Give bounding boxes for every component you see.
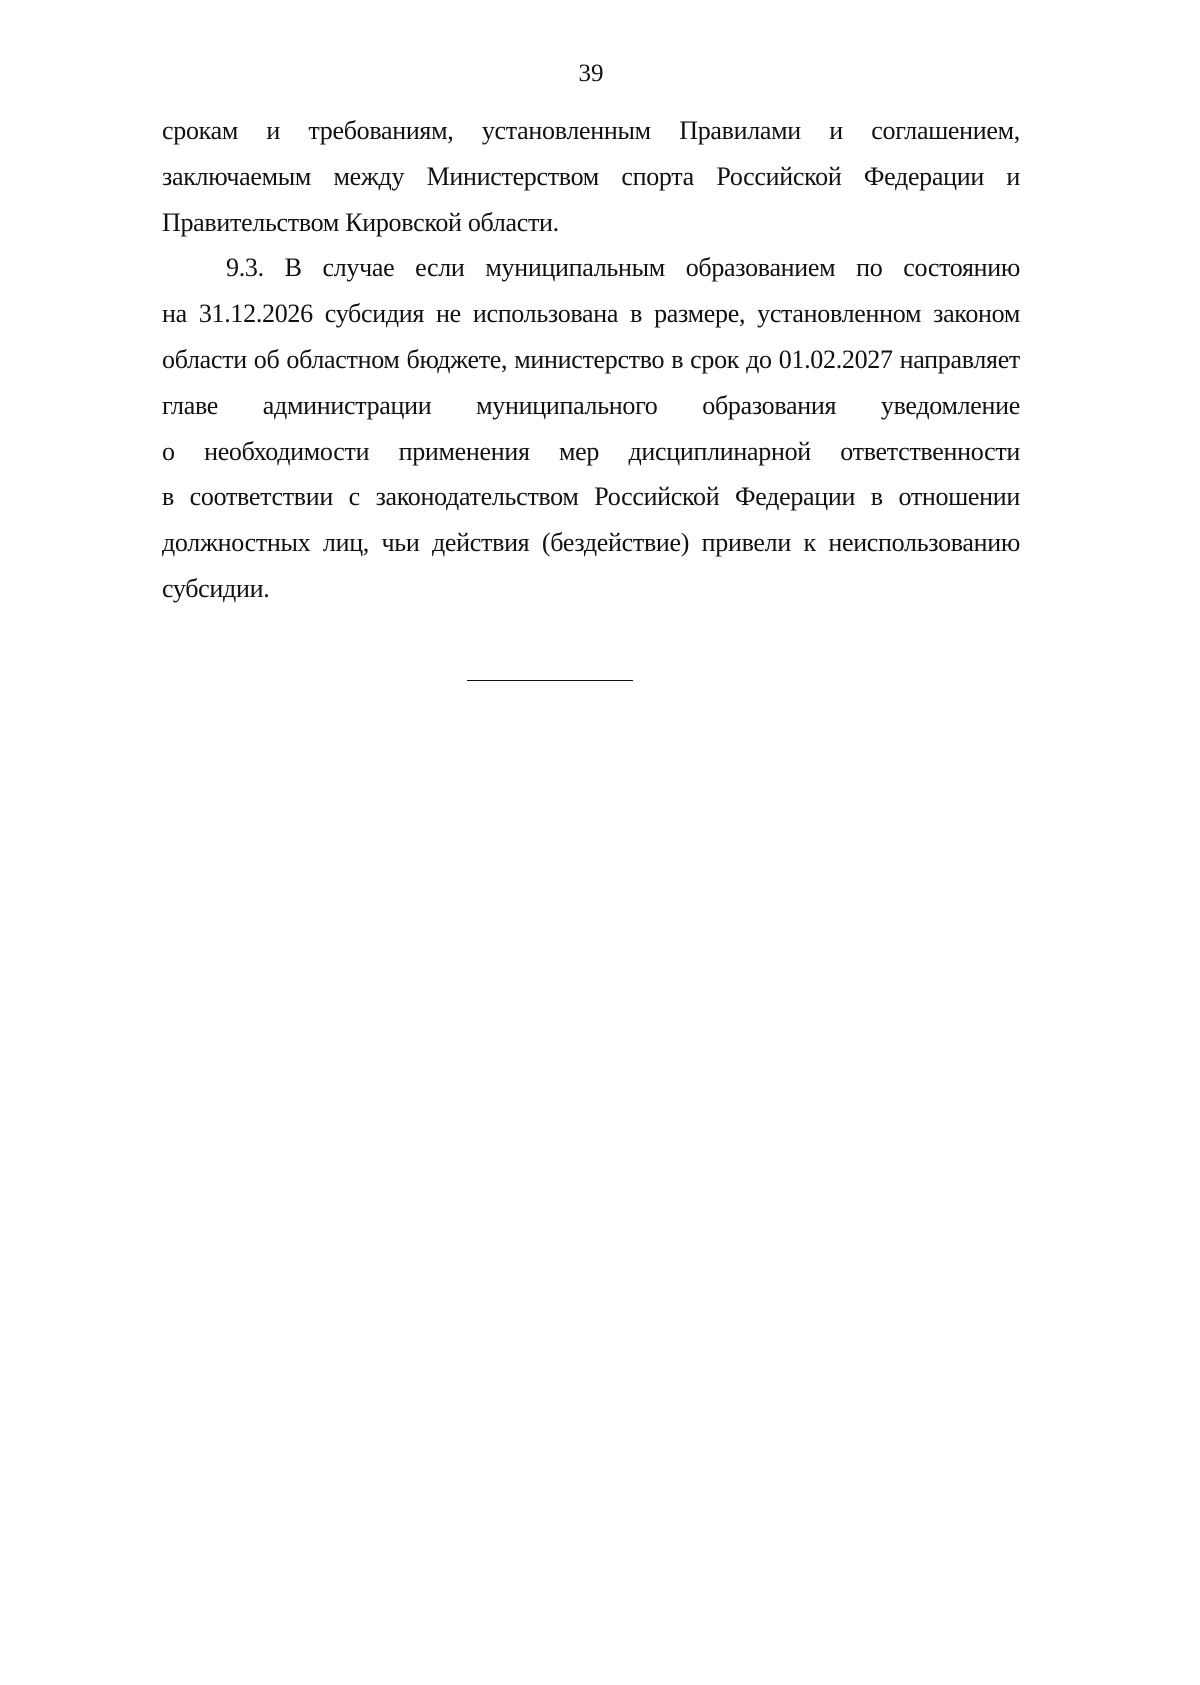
text-line: должностных лиц, чьи действия (бездействие) привели к неиспользованию bbox=[162, 528, 1020, 558]
paragraph-9-3 bbox=[162, 245, 1020, 611]
document-body bbox=[162, 108, 1020, 612]
text-line: на 31.12.2026 субсидия не использована в размере, установленном законом bbox=[162, 299, 1020, 329]
page-number: 39 bbox=[578, 60, 604, 87]
paragraph-1 bbox=[162, 108, 1020, 245]
text-line: области об областном бюджете, министерство в срок до 01.02.2027 направляет bbox=[162, 344, 1020, 374]
text-line: срокам и требованиям, установленным Правилами и соглашением, bbox=[162, 116, 1020, 145]
text-line: о необходимости применения мер дисциплинарной ответственности bbox=[162, 436, 1020, 466]
text-line: заключаемым между Министерством спорта Российской Федерации и bbox=[162, 161, 1020, 191]
text-line: в соответствии с законодательством Российской Федерации в отношении bbox=[162, 482, 1020, 512]
text-line: субсидии. bbox=[162, 573, 270, 603]
end-divider bbox=[467, 680, 633, 681]
text-line: Правительством Кировской области. bbox=[162, 207, 559, 237]
text-line: главе администрации муниципального образования уведомление bbox=[162, 390, 1020, 420]
text-line: 9.3. В случае если муниципальным образованием по состоянию bbox=[226, 253, 1020, 283]
